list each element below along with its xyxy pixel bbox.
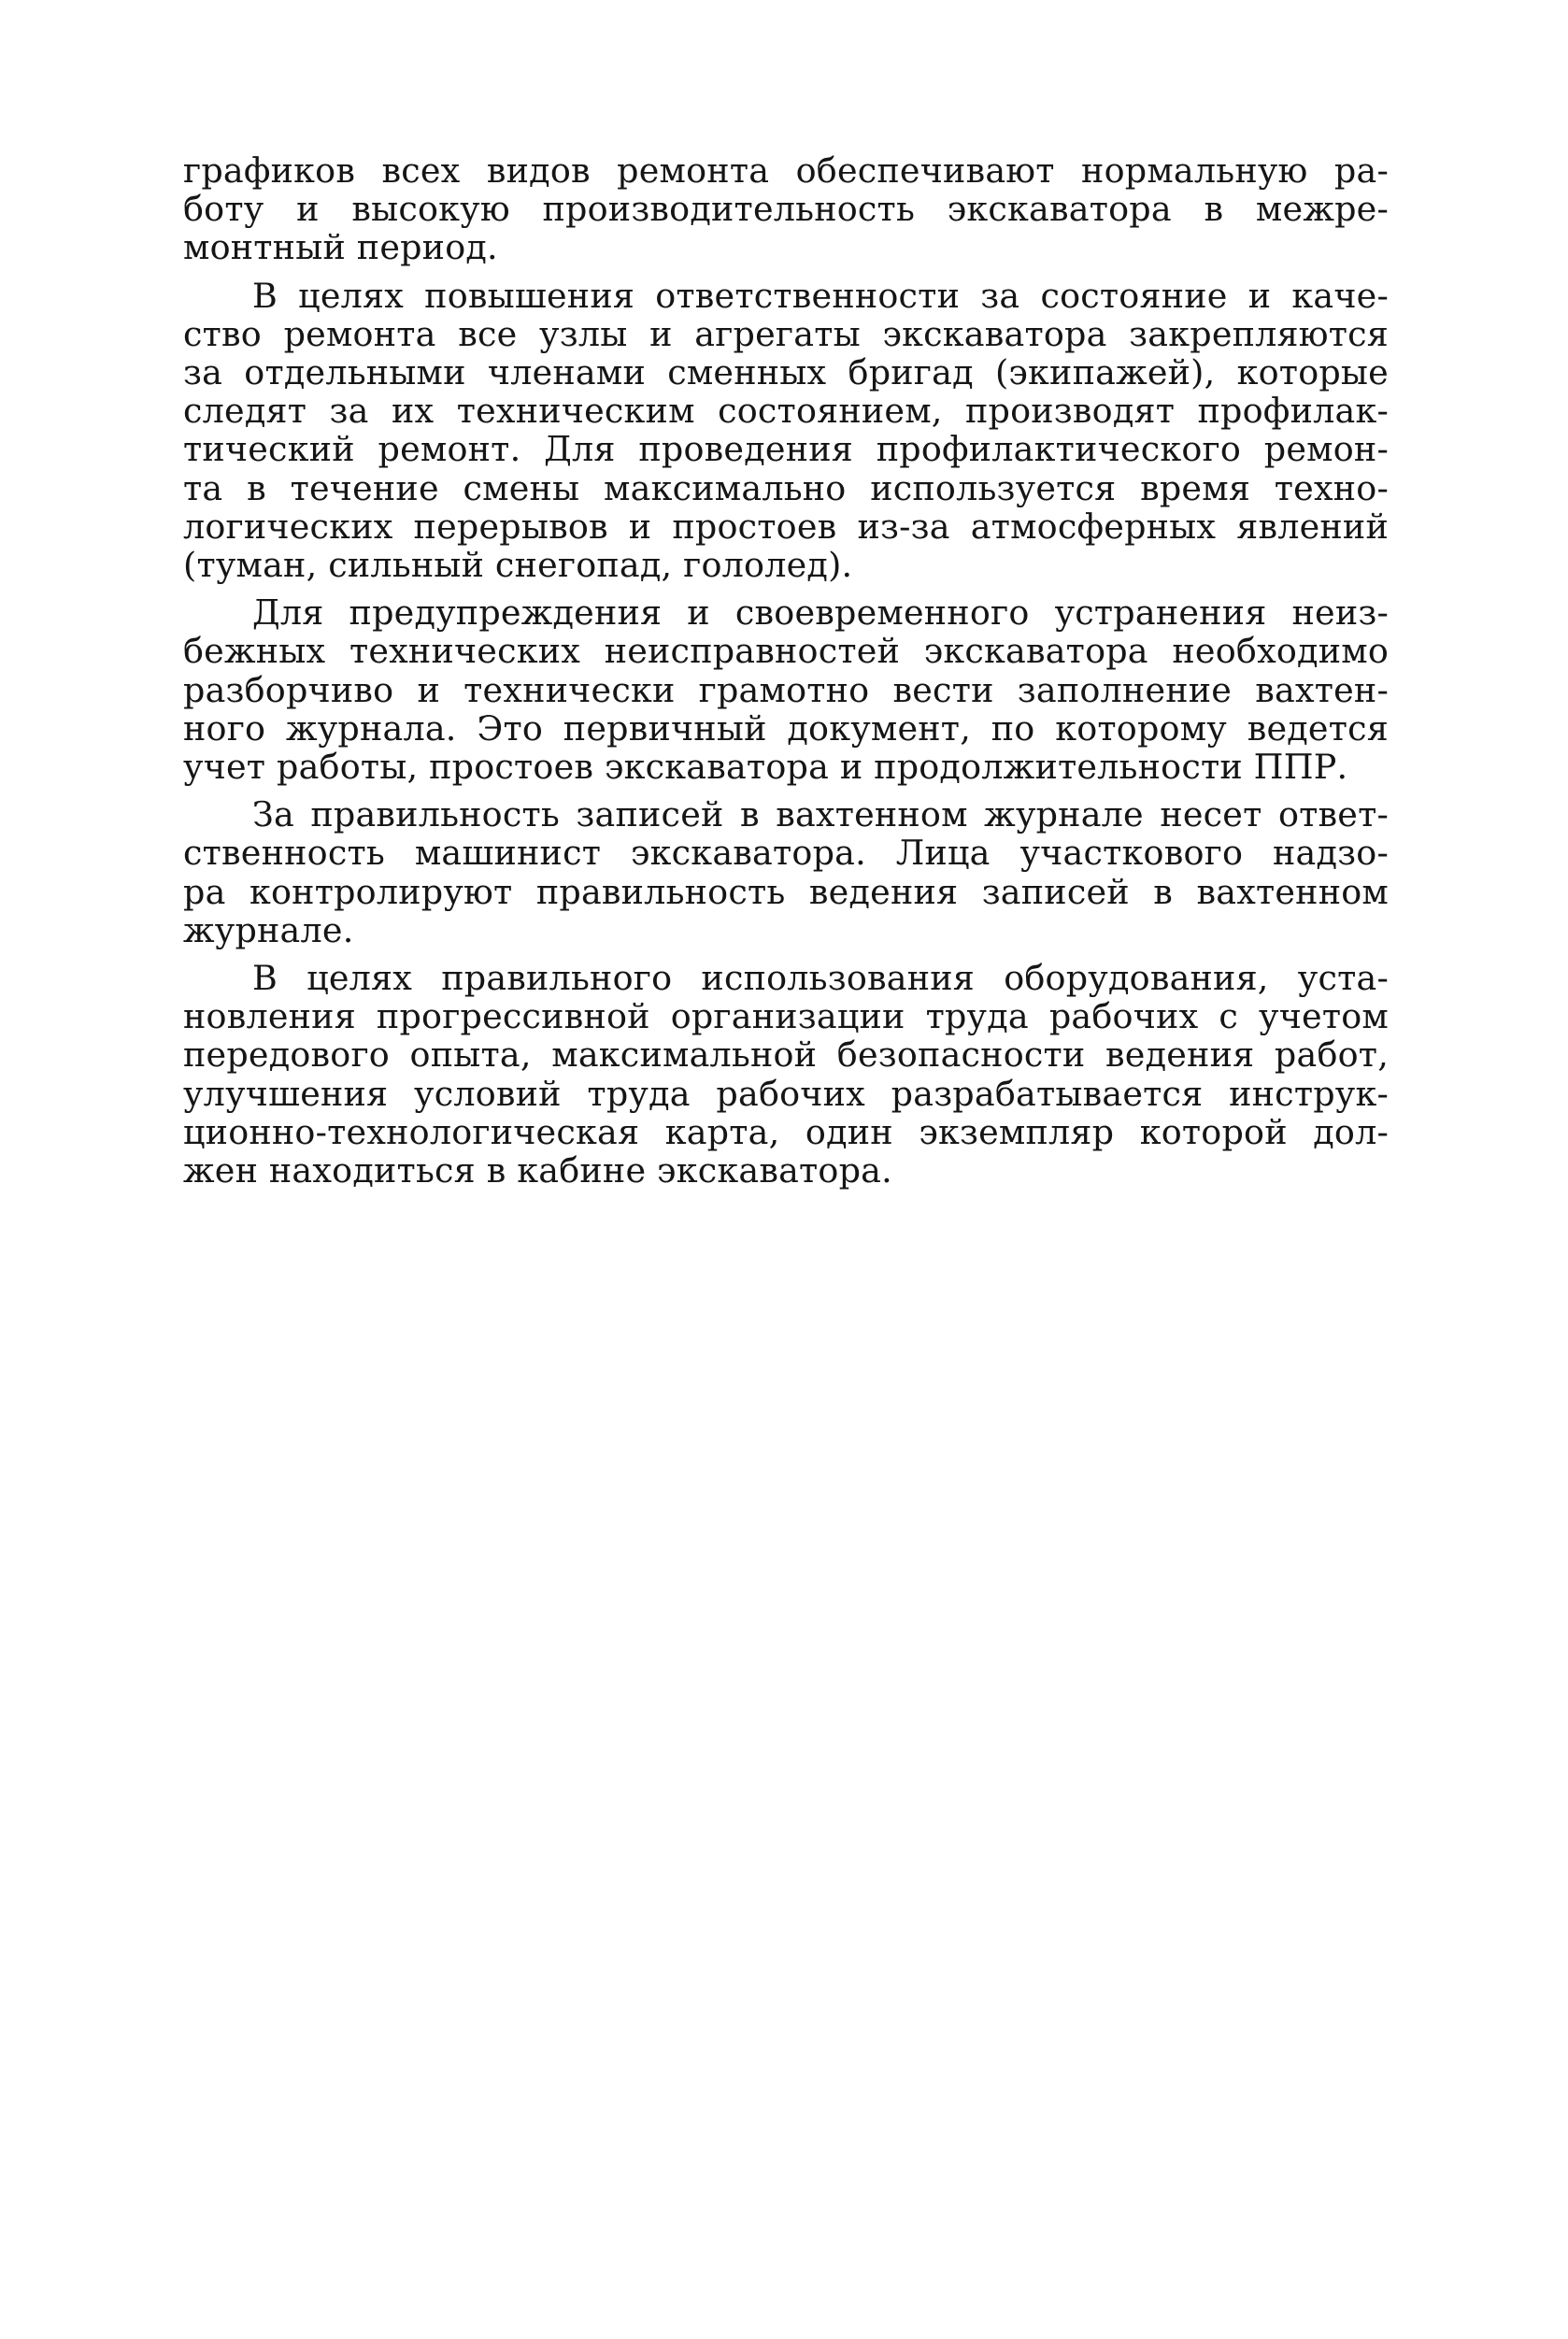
- text-line: та в течение смены максимально используется время техно-: [183, 467, 1389, 508]
- text-line: ционно-технологическая карта, один экземпляр которой дол-: [183, 1111, 1389, 1152]
- text-line: В целях повышения ответственности за состояние и каче-: [252, 275, 1389, 316]
- text-line: ство ремонта все узлы и агрегаты экскаватора закрепляются: [183, 313, 1389, 354]
- text-line: За правильность записей в вахтенном журнале несет ответ-: [252, 794, 1389, 835]
- text-line: за отдельными членами сменных бригад (экипажей), которые: [183, 352, 1389, 393]
- text-line: жен находиться в кабине экскаватора.: [183, 1150, 892, 1191]
- text-line: графиков всех видов ремонта обеспечивают нормальную ра-: [183, 150, 1389, 191]
- text-line: журнале.: [183, 909, 354, 950]
- paragraph-4: [183, 795, 1389, 949]
- paragraph-5: [183, 959, 1389, 1190]
- body-text: [183, 151, 1389, 1199]
- text-line: ственность машинист экскаватора. Лица участкового надзо-: [183, 833, 1389, 874]
- text-line: В целях правильного использования оборудования, уста-: [252, 958, 1389, 999]
- text-line: Для предупреждения и своевременного устранения неиз-: [252, 592, 1389, 634]
- text-line: передового опыта, максимальной безопасности ведения работ,: [183, 1034, 1389, 1076]
- paragraph-1: [183, 151, 1389, 267]
- text-line: логических перерывов и простоев из-за атмосферных явлений: [183, 506, 1389, 547]
- text-line: бежных технических неисправностей экскаватора необходимо: [183, 631, 1389, 672]
- text-line: ного журнала. Это первичный документ, по которому ведется: [183, 707, 1389, 749]
- text-line: монтный период.: [183, 227, 498, 268]
- text-line: разборчиво и технически грамотно вести заполнение вахтен-: [183, 669, 1389, 710]
- text-line: (туман, сильный снегопад, гололед).: [183, 545, 853, 586]
- text-line: следят за их техническим состоянием, производят профилак-: [183, 391, 1389, 432]
- text-line: тический ремонт. Для проведения профилактического ремон-: [183, 429, 1389, 470]
- text-line: ра контролируют правильность ведения записей в вахтенном: [183, 871, 1389, 912]
- text-line: улучшения условий труда рабочих разрабатывается инструк-: [183, 1073, 1389, 1114]
- text-line: боту и высокую производительность экскаватора в межре-: [183, 189, 1389, 230]
- text-line: новления прогрессивной организации труда рабочих с учетом: [183, 996, 1389, 1037]
- paragraph-2: [183, 277, 1389, 585]
- paragraph-3: [183, 593, 1389, 786]
- text-line: учет работы, простоев экскаватора и продолжительности ППР.: [183, 747, 1348, 788]
